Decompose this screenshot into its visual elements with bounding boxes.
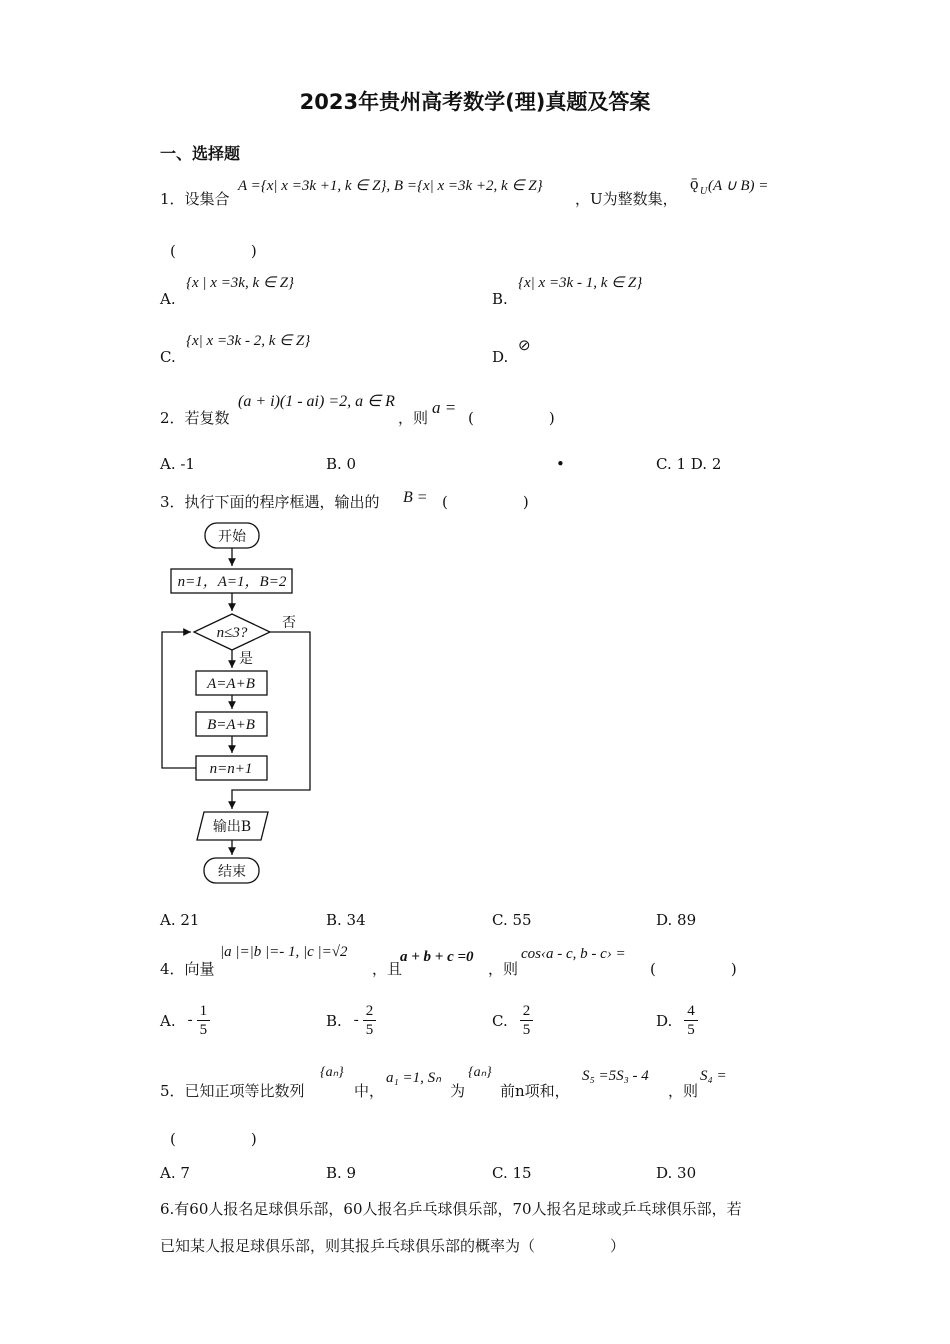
q3-option-c: C. 55 [492,911,532,929]
q4-option-c-denominator: 5 [522,1022,531,1038]
q4-option-d-fraction [684,1002,698,1039]
q1-complement-symbol: ǭ [690,174,699,193]
q3-option-b: B. 34 [326,911,366,929]
q5-mid-text-2: 为 [450,1082,466,1100]
q5-option-d: D. 30 [656,1164,697,1182]
q4-option-c [492,1002,533,1039]
q3-output-var: B = [403,489,428,506]
q4-option-d [656,1002,698,1039]
q2-option-cd: C. 1 D. 2 [656,455,722,473]
q4-option-d-denominator: 5 [687,1022,695,1038]
q4-option-b-numerator: 2 [363,1002,377,1021]
q3-answer-blank: ( ) [442,493,529,511]
q1-option-b: {x| x =3k - 1, k ∈ Z} [518,275,643,291]
flow-step2-text: B=A+B [207,717,255,733]
flow-loop-back [162,632,196,768]
q1-option-b-label: B. [492,290,508,308]
q4-option-a [160,1002,210,1039]
q1-option-d: ⊘ [518,338,531,354]
q1-set-definition: A ={x| x =3k +1, k ∈ Z}, B ={x| x =3k +2, k ∈ Z} [238,178,543,194]
flow-condition-text: n≤3? [216,625,248,641]
flow-no-label: 否 [282,615,296,631]
q3-option-d: D. 89 [656,911,697,929]
q2-answer-blank: ( ) [468,409,555,427]
q4-cosine: cos‹a - c, b - c› = [521,946,626,962]
q4-answer-blank: ( ) [650,960,737,978]
q5-lead: 5．已知正项等比数列 [160,1082,305,1100]
q5-initial-term: a₁ =1, Sₙ [386,1070,442,1086]
q5-answer-blank: ( ) [170,1130,257,1148]
q4-option-b-sign: - [353,1012,359,1028]
q4-option-b-denominator: 5 [365,1022,374,1038]
q4-option-b [326,1002,376,1039]
flow-step3-text: n=n+1 [209,761,253,777]
q5-mid-text-3: 前n项和， [500,1082,570,1100]
q6-line-2: 已知某人报足球俱乐部，则其报乒乓球俱乐部的概率为（ ） [160,1237,626,1255]
q4-option-a-label: A. [160,1011,176,1030]
q4-option-c-numerator: 2 [520,1002,534,1021]
q1-option-c: {x| x =3k - 2, k ∈ Z} [186,333,311,349]
q1-complement-expr: (A ∪ B) = [708,178,769,194]
flow-init-text: n=1，A=1，B=2 [177,574,287,590]
q5-option-a: A. 7 [160,1164,190,1182]
q2-unknown: a = [432,398,457,417]
section-heading: 一、选择题 [160,144,241,163]
flow-output-text: 输出B [212,819,252,835]
q5-option-b: B. 9 [326,1164,357,1182]
q4-vector-sum: a + b + c =0 [400,949,474,965]
q4-option-a-sign: - [187,1012,193,1028]
q4-mid-text-2: ，则 [488,960,519,978]
flow-start-text: 开始 [218,529,246,545]
q1-option-a: {x | x =3k, k ∈ Z} [186,275,295,291]
q5-target-sum: S₄ = [700,1068,727,1084]
q2-mid-text: ，则 [398,409,429,427]
flow-end-text: 结束 [218,864,246,880]
q2-stray-dot: • [556,455,565,473]
q5-sum-relation: S₅ =5S₃ - 4 [582,1068,649,1084]
q4-option-d-numerator: 4 [684,1002,698,1021]
q5-sequence-2: {aₙ} [468,1065,492,1080]
page-title: 2023年贵州高考数学(理)真题及答案 [299,90,651,114]
q3-lead: 3．执行下面的程序框遇，输出的 [160,493,380,511]
q2-equation: (a + i)(1 - ai) =2, a ∈ R [238,393,395,410]
q4-lead: 4．向量 [160,960,215,978]
q1-mid-text: ，U为整数集， [575,190,678,208]
q2-option-a: A. -1 [160,455,195,473]
q5-sequence: {aₙ} [320,1065,344,1080]
flowchart [150,515,330,895]
q4-mid-text: ，且 [372,960,403,978]
q1-lead: 1．设集合 [160,190,230,208]
q5-mid-text-4: ，则 [668,1082,699,1100]
q4-option-a-fraction [197,1002,211,1039]
q4-option-d-label: D. [656,1011,673,1030]
q4-option-c-fraction [520,1002,534,1039]
q1-option-a-label: A. [160,290,176,308]
q3-option-a: A. 21 [160,911,200,929]
flow-yes-label: 是 [239,651,253,667]
q4-option-b-fraction [363,1002,377,1039]
q6-line-1: 6.有60人报名足球俱乐部，60人报名乒乓球俱乐部，70人报名足球或乒乓球俱乐部，若 [160,1200,742,1218]
q4-option-a-numerator: 1 [197,1002,211,1021]
q2-lead: 2．若复数 [160,409,230,427]
q1-complement-sub: U [700,186,708,197]
q1-option-c-label: C. [160,348,176,366]
q5-mid-text: 中， [354,1082,385,1100]
q4-vector-norms: |a |=|b |=- 1, |c |=√2 [220,944,348,960]
flow-step1-text: A=A+B [207,676,255,692]
q1-answer-blank: ( ) [170,242,257,260]
q1-option-d-label: D. [492,348,509,366]
q4-option-c-label: C. [492,1011,508,1030]
q4-option-a-denominator: 5 [199,1022,208,1038]
q5-option-c: C. 15 [492,1164,532,1182]
q4-option-b-label: B. [326,1011,342,1030]
q2-option-b: B. 0 [326,455,357,473]
